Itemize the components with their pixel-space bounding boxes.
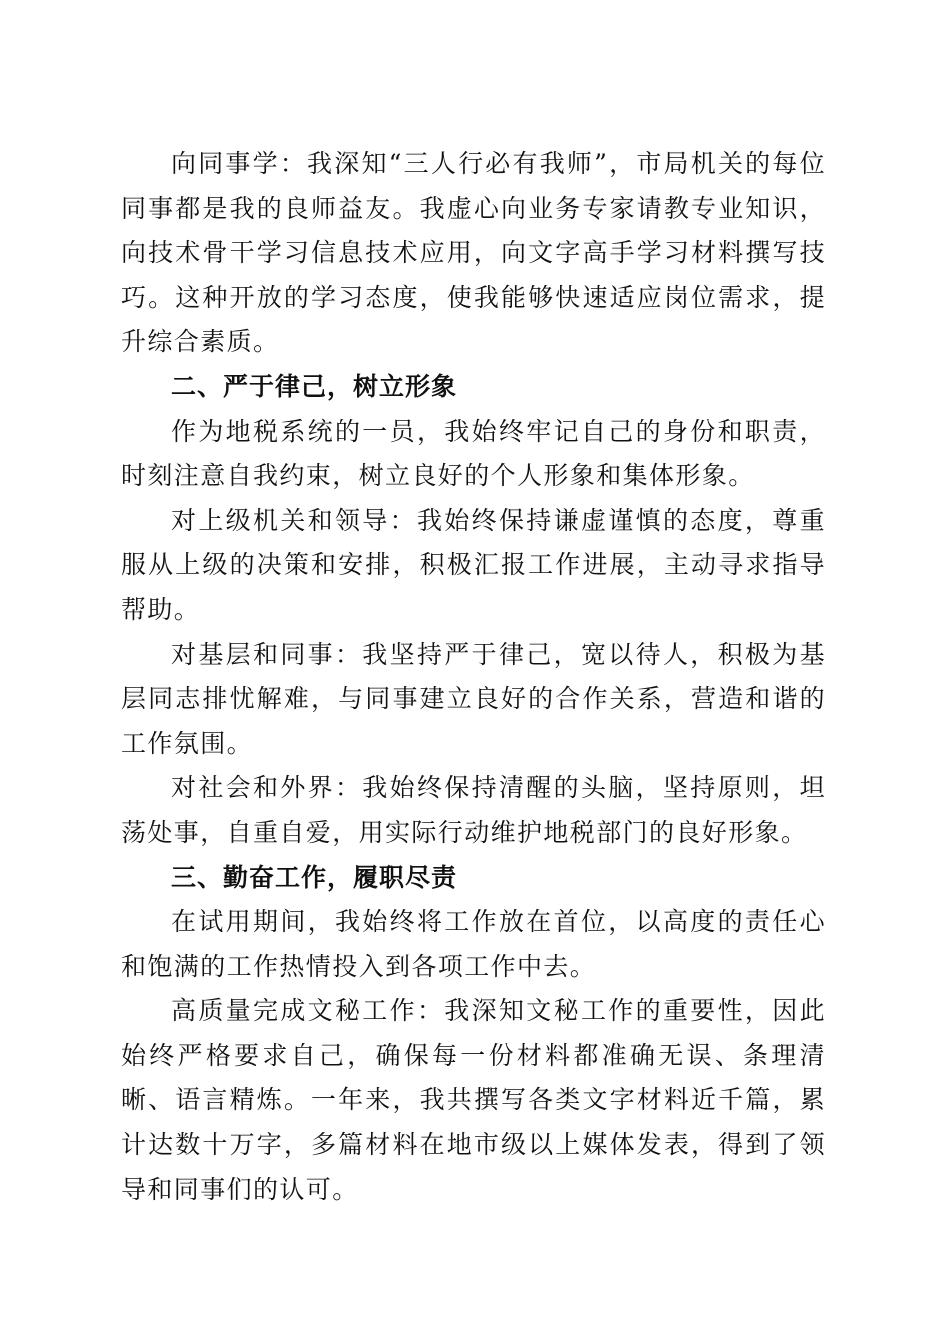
section-heading-self-discipline: 二、严于律己，树立形象	[171, 371, 458, 401]
paragraph-toward-colleagues: 对基层和同事：我坚持严于律己，宽以待人，积极为基层同志排忧解难，与同事建立良好的合作关系，营造和谐的工作氛围。	[121, 639, 826, 758]
paragraph-toward-superiors: 对上级机关和领导：我始终保持谦虚谨慎的态度，尊重服从上级的决策和安排，积极汇报工作进展，主动寻求指导帮助。	[121, 505, 826, 624]
section-heading-diligent-work: 三、勤奋工作，履职尽责	[171, 862, 458, 892]
paragraph-secretarial-work: 高质量完成文秘工作：我深知文秘工作的重要性，因此始终严格要求自己，确保每一份材料都准确无误、条理清晰、语言精炼。一年来，我共撰写各类文字材料近千篇，累计达数十万字，多篇材料在地市级以上媒体发表，得到了领导和同事们的认可。	[121, 996, 826, 1204]
paragraph-toward-society: 对社会和外界：我始终保持清醒的头脑，坚持原则，坦荡处事，自重自爱，用实际行动维护地税部门的良好形象。	[121, 773, 826, 847]
document-body	[121, 142, 826, 1212]
paragraph-learn-from-colleagues: 向同事学：我深知“三人行必有我师”，市局机关的每位同事都是我的良师益友。我虚心向业务专家请教专业知识，向技术骨干学习信息技术应用，向文字高手学习材料撰写技巧。这种开放的学习态度，使我能够快速适应岗位需求，提升综合素质。	[121, 149, 826, 357]
paragraph-diligent-work-intro: 在试用期间，我始终将工作放在首位，以高度的责任心和饱满的工作热情投入到各项工作中去。	[121, 907, 826, 981]
paragraph-self-discipline-intro: 作为地税系统的一员，我始终牢记自己的身份和职责，时刻注意自我约束，树立良好的个人形象和集体形象。	[121, 416, 826, 491]
